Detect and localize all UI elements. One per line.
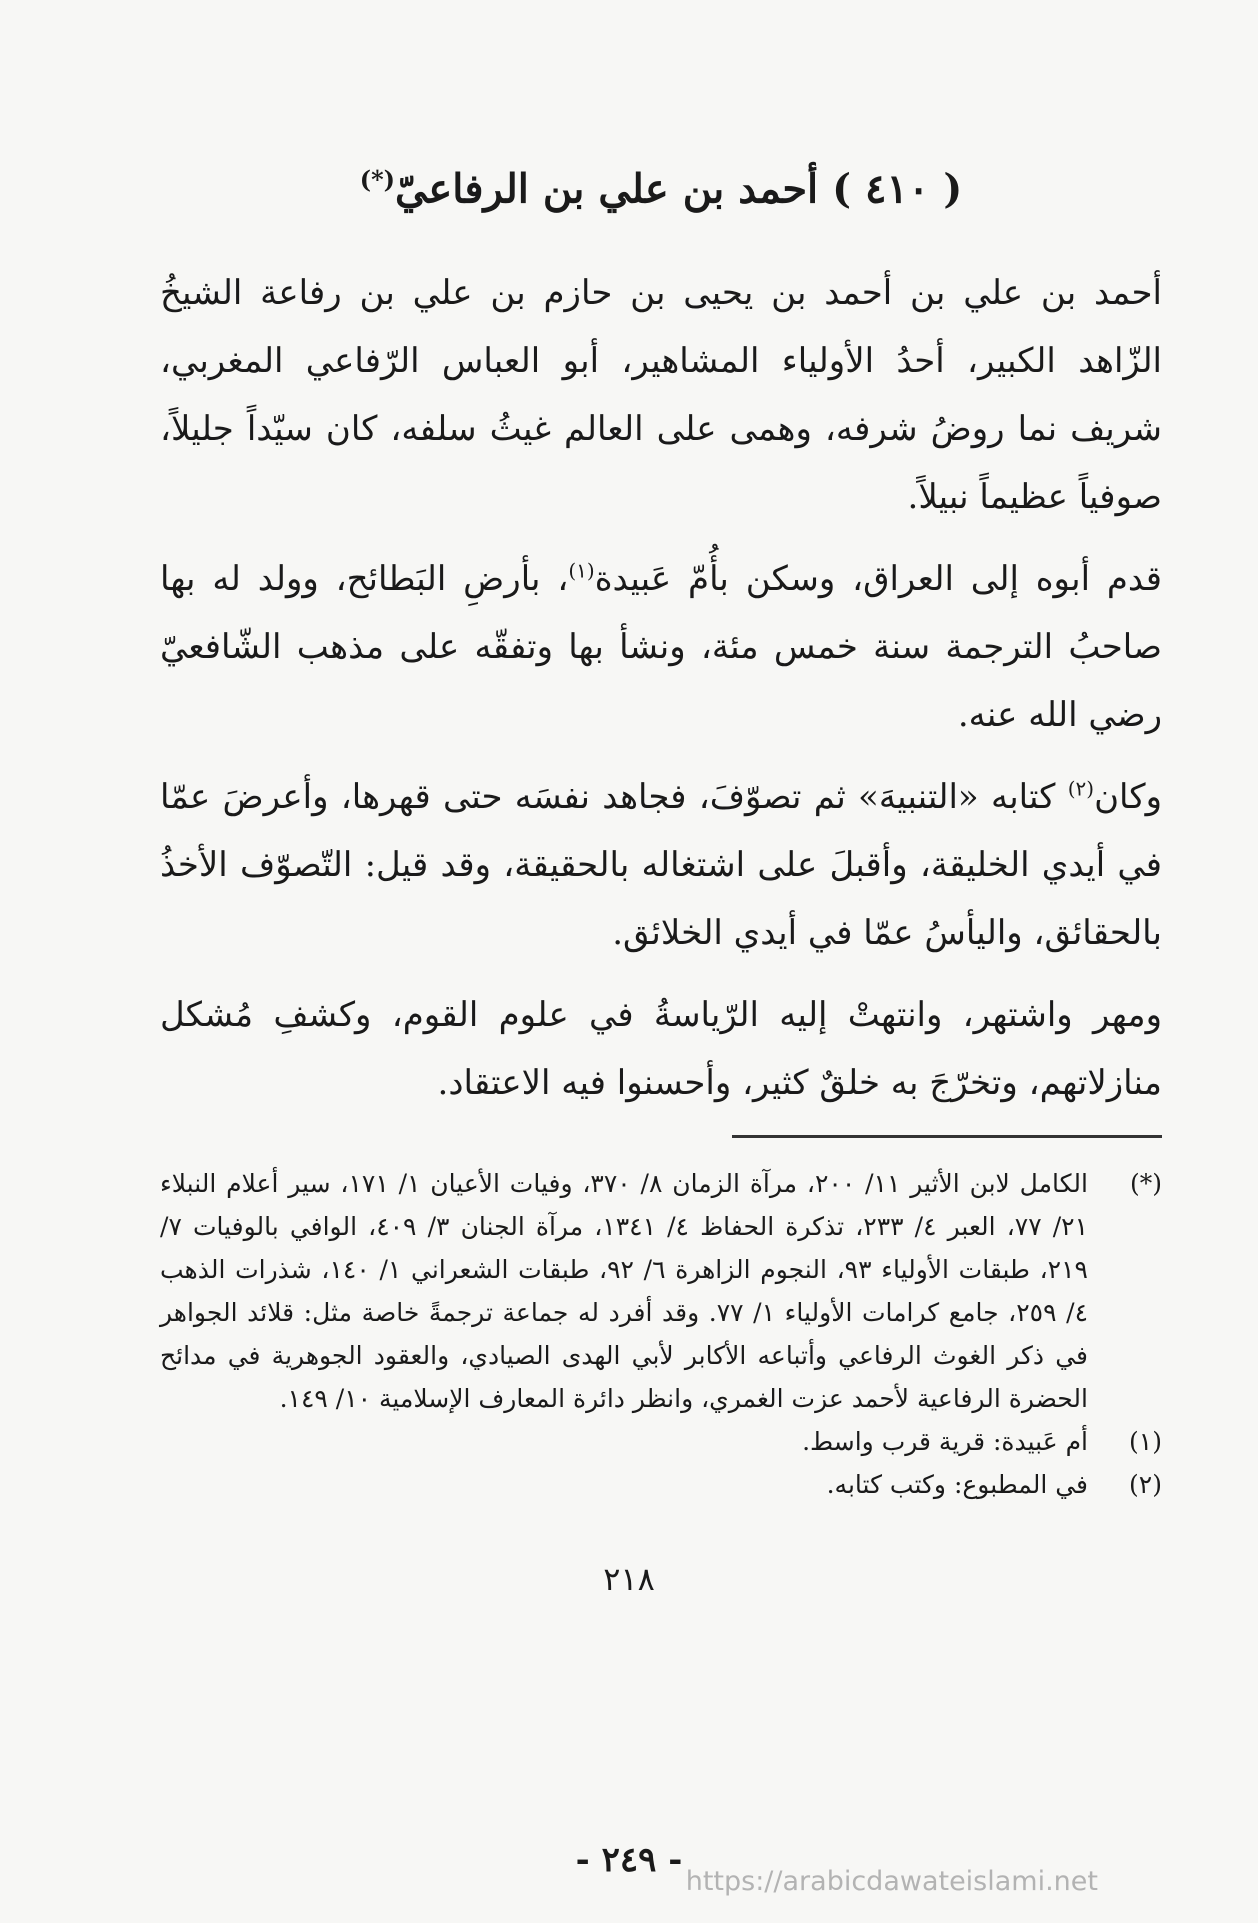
- footnote-1-text: أم عَبيدة: قرية قرب واسط.: [802, 1427, 1088, 1457]
- paragraph-4: [160, 981, 1162, 1117]
- entry-title-text: ( ٤١٠ ) أحمد بن علي بن الرفاعيّ: [395, 165, 963, 213]
- paragraph-3: [160, 763, 1162, 967]
- footnote-sources-marker: (*): [1129, 1169, 1162, 1199]
- entry-title-marker: (*): [359, 165, 395, 194]
- entry-title: [160, 150, 1162, 219]
- paragraph-3-text-a: وكان: [1094, 777, 1162, 818]
- footnote-2: [160, 1463, 1162, 1506]
- page-content: [160, 150, 1162, 1506]
- footnote-1: [160, 1420, 1162, 1463]
- footnote-ref-1: (١): [568, 559, 595, 583]
- footnote-sources: [160, 1162, 1162, 1420]
- paragraph-3-text-b: كتابه «التنبيهَ» ثم تصوّفَ، فجاهد نفسَه حتى قهرها، وأعرضَ عمّا في أيدي الخليقة، وأقبلَ على اشتغاله بالحقيقة، وقد قيل: التّصوّف الأخذُ بالحقائق، واليأسُ عمّا في أيدي الخلائق.: [160, 777, 1162, 954]
- paragraph-1: [160, 259, 1162, 531]
- paragraph-4-text: ومهر واشتهر، وانتهتْ إليه الرّياسةُ في علوم القوم، وكشفِ مُشكل منازلاتهم، وتخرّجَ به خلقٌ كثير، وأحسنوا فيه الاعتقاد.: [160, 995, 1163, 1104]
- footnote-2-marker: (٢): [1129, 1470, 1162, 1500]
- paragraph-2: [160, 545, 1162, 749]
- watermark-url: https://arabicdawateislami.net: [685, 1866, 1098, 1897]
- paragraph-2-text-b: ، بأرضِ البَطائح، وولد له بها صاحبُ الترجمة سنة خمس مئة، ونشأ بها وتفقّه على مذهب الشّافعيّ رضي الله عنه.: [160, 559, 1162, 736]
- footnote-2-text: في المطبوع: وكتب كتابه.: [826, 1470, 1088, 1500]
- outer-page-number: - ٢٤٩ -: [575, 1840, 683, 1880]
- paragraph-2-text-a: قدم أبوه إلى العراق، وسكن بأُمّ عَبيدة: [594, 559, 1162, 600]
- inner-page-number: ٢١٨: [603, 1560, 655, 1598]
- footnote-sources-text: الكامل لابن الأثير ١١/ ٢٠٠، مرآة الزمان ٨/ ٣٧٠، وفيات الأعيان ١/ ١٧١، سير أعلام النبلاء ٢١/ ٧٧، العبر ٤/ ٢٣٣، تذكرة الحفاظ ٤/ ١٣٤١، مرآة الجنان ٣/ ٤٠٩، الوافي بالوفيات ٧/ ٢١٩، طبقات الأولياء ٩٣، النجوم الزاهرة ٦/ ٩٢، طبقات الشعراني ١/ ١٤٠، شذرات الذهب ٤/ ٢٥٩، جامع كرامات الأولياء ١/ ٧٧. وقد أفرد له جماعة ترجمةً خاصة مثل: قلائد الجواهر في ذكر الغوث الرفاعي وأتباعه الأكابر لأبي الهدى الصيادي، والعقود الجوهرية في مدائح الحضرة الرفاعية لأحمد عزت الغمري، وانظر دائرة المعارف الإسلامية ١٠/ ١٤٩.: [160, 1169, 1089, 1414]
- footnote-ref-2: (٢): [1067, 777, 1095, 801]
- footnote-separator: [732, 1135, 1162, 1138]
- paragraph-1-text: أحمد بن علي بن أحمد بن يحيى بن حازم بن علي بن رفاعة الشيخُ الزّاهد الكبير، أحدُ الأولياء المشاهير، أبو العباس الرّفاعي المغربي، شريف نما روضُ شرفه، وهمى على العالم غيثُ سلفه، كان سيّداً جليلاً، صوفياً عظيماً نبيلاً.: [160, 273, 1162, 518]
- footnote-1-marker: (١): [1129, 1427, 1162, 1457]
